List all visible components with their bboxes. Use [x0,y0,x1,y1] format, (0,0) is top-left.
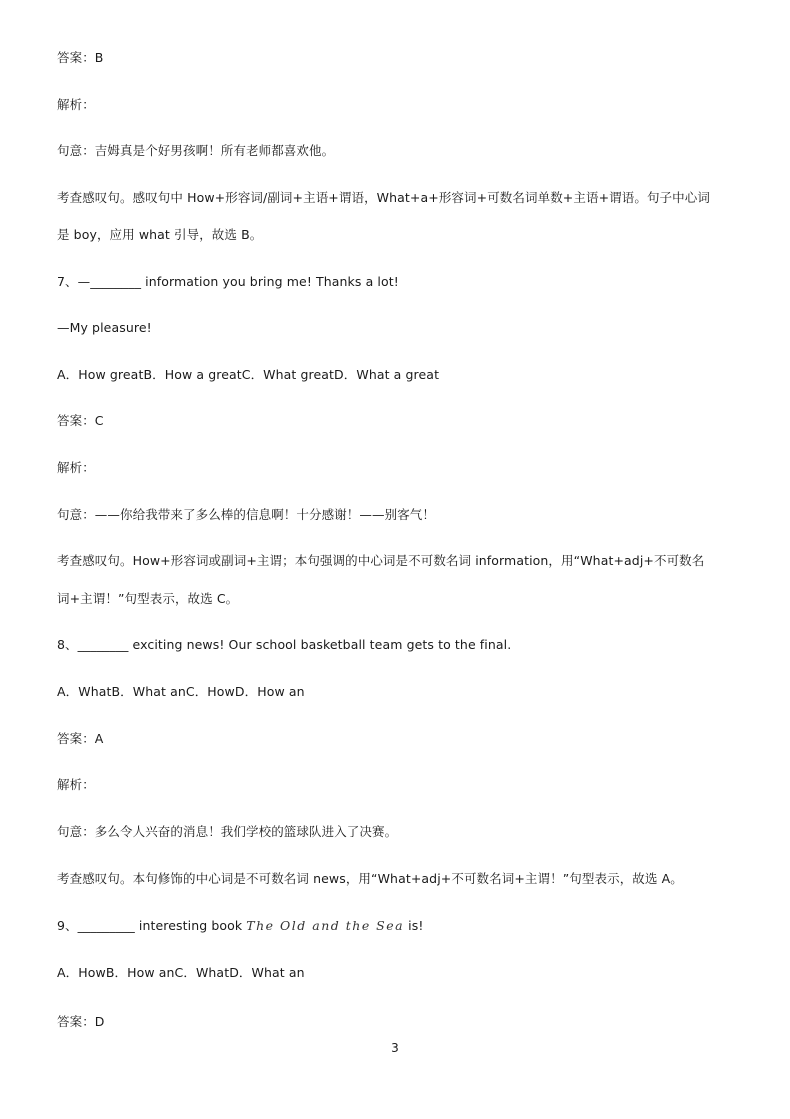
translation-line: 句意：——你给我带来了多么棒的信息啊！十分感谢！——别客气！ [57,507,436,522]
explanation-line: 是 boy，应用 what 引导，故选 B。 [57,227,263,242]
translation-line: 句意：多么令人兴奋的消息！我们学校的篮球队进入了决赛。 [57,824,398,839]
analysis-label: 解析： [57,777,95,792]
question-8-stem: 8、________ exciting news! Our school basketball team gets to the final. [57,637,512,652]
question-7-reply: —My pleasure! [57,320,152,335]
question-7-stem: 7、—________ information you bring me! Thanks a lot! [57,274,399,289]
analysis-label: 解析： [57,460,95,475]
question-9-stem [57,918,734,934]
question-9-prefix: 9、_________ interesting book [57,918,247,933]
answer-line: 答案：D [57,1014,105,1029]
page-number: 3 [391,1041,399,1055]
explanation-line: 考查感叹句。本句修饰的中心词是不可数名词 news，用“What+adj+不可数名词+主谓！”句型表示，故选 A。 [57,871,683,886]
book-title: The Old and the Sea [246,918,405,933]
explanation-line: 词+主谓！”句型表示，故选 C。 [57,591,239,606]
question-9-suffix: is! [404,918,424,933]
explanation-line: 考查感叹句。感叹句中 How+形容词/副词+主语+谓语，What+a+形容词+可数名词单数+主语+谓语。句子中心词 [57,190,710,205]
question-7-options: A．How greatB．How a greatC．What greatD．What a great [57,367,440,382]
answer-line: 答案：C [57,413,104,428]
answer-line: 答案：B [57,50,104,65]
answer-line: 答案：A [57,731,104,746]
analysis-label: 解析： [57,97,95,112]
translation-line: 句意：吉姆真是个好男孩啊！所有老师都喜欢他。 [57,143,335,158]
question-8-options: A．WhatB．What anC．HowD．How an [57,684,305,699]
question-9-options: A．HowB．How anC．WhatD．What an [57,965,305,980]
explanation-line: 考查感叹句。How+形容词或副词+主谓；本句强调的中心词是不可数名词 information，用“What+adj+不可数名 [57,553,705,568]
